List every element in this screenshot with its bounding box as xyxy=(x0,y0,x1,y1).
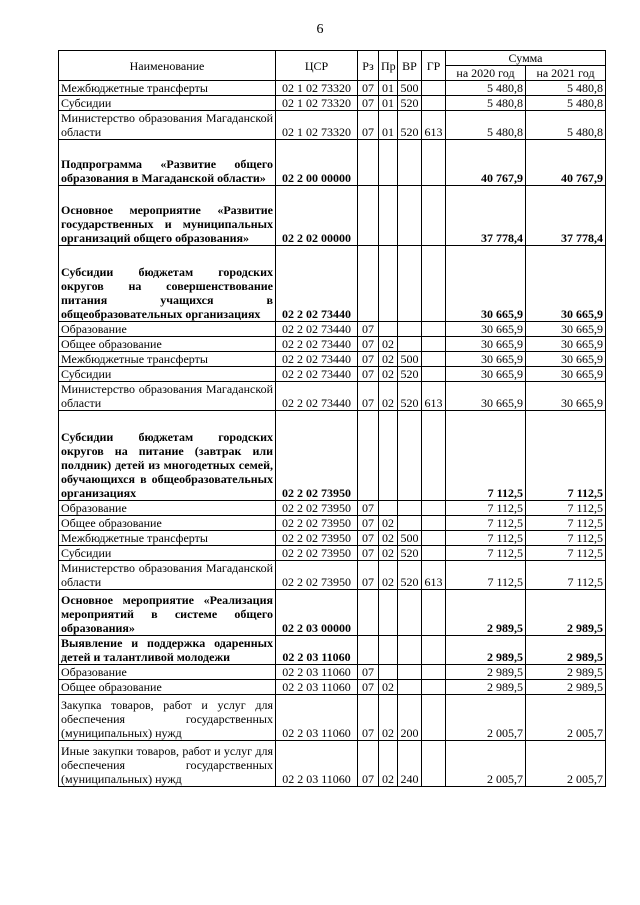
cell-rz: 07 xyxy=(358,665,379,680)
cell-sum-2021: 7 112,5 xyxy=(526,546,606,561)
cell-pr: 02 xyxy=(379,367,398,382)
header-sum: Сумма xyxy=(446,51,606,66)
cell-vr xyxy=(398,140,422,186)
cell-gr xyxy=(422,680,446,695)
cell-name: Субсидии бюджетам городских округов на совершенствование питания учащихся в общеобразовательных организациях xyxy=(59,246,276,322)
table-row xyxy=(59,111,606,140)
cell-sum-2021: 30 665,9 xyxy=(526,382,606,411)
cell-gr xyxy=(422,96,446,111)
header-csr: ЦСР xyxy=(276,51,358,81)
cell-sum-2021: 2 989,5 xyxy=(526,590,606,636)
header-name: Наименование xyxy=(59,51,276,81)
cell-sum-2021: 5 480,8 xyxy=(526,111,606,140)
cell-sum-2020: 7 112,5 xyxy=(446,516,526,531)
cell-rz: 07 xyxy=(358,741,379,787)
cell-gr xyxy=(422,337,446,352)
cell-name: Общее образование xyxy=(59,337,276,352)
cell-name: Выявление и поддержка одаренных детей и талантливой молодежи xyxy=(59,636,276,665)
cell-name: Образование xyxy=(59,501,276,516)
header-year-2021: на 2021 год xyxy=(526,66,606,81)
cell-pr: 01 xyxy=(379,96,398,111)
cell-sum-2020: 2 989,5 xyxy=(446,590,526,636)
cell-gr xyxy=(422,246,446,322)
cell-gr xyxy=(422,140,446,186)
cell-csr: 02 2 02 73950 xyxy=(276,501,358,516)
cell-pr xyxy=(379,140,398,186)
cell-rz xyxy=(358,590,379,636)
header-vr: ВР xyxy=(398,51,422,81)
cell-sum-2021: 30 665,9 xyxy=(526,322,606,337)
cell-rz: 07 xyxy=(358,96,379,111)
cell-sum-2021: 30 665,9 xyxy=(526,352,606,367)
cell-vr xyxy=(398,636,422,665)
cell-name: Образование xyxy=(59,665,276,680)
cell-name: Межбюджетные трансферты xyxy=(59,352,276,367)
cell-sum-2021: 30 665,9 xyxy=(526,367,606,382)
cell-pr: 02 xyxy=(379,531,398,546)
cell-sum-2020: 30 665,9 xyxy=(446,322,526,337)
cell-sum-2021: 2 989,5 xyxy=(526,680,606,695)
cell-csr: 02 2 02 73440 xyxy=(276,246,358,322)
cell-sum-2020: 2 989,5 xyxy=(446,680,526,695)
cell-pr xyxy=(379,665,398,680)
cell-gr: 613 xyxy=(422,111,446,140)
cell-pr xyxy=(379,246,398,322)
cell-vr: 520 xyxy=(398,367,422,382)
header-year-2020: на 2020 год xyxy=(446,66,526,81)
cell-gr: 613 xyxy=(422,561,446,590)
cell-vr xyxy=(398,665,422,680)
cell-csr: 02 2 02 73440 xyxy=(276,367,358,382)
table-row xyxy=(59,636,606,665)
cell-vr: 500 xyxy=(398,81,422,96)
cell-sum-2021: 40 767,9 xyxy=(526,140,606,186)
table-row xyxy=(59,96,606,111)
table-body xyxy=(59,81,606,787)
cell-rz xyxy=(358,186,379,246)
cell-pr xyxy=(379,322,398,337)
cell-csr: 02 2 02 73950 xyxy=(276,516,358,531)
cell-vr: 520 xyxy=(398,546,422,561)
cell-name: Министерство образования Магаданской области xyxy=(59,111,276,140)
header-rz: Рз xyxy=(358,51,379,81)
cell-sum-2021: 5 480,8 xyxy=(526,81,606,96)
table-row xyxy=(59,140,606,186)
table-row xyxy=(59,352,606,367)
cell-csr: 02 2 02 73950 xyxy=(276,531,358,546)
cell-csr: 02 2 03 11060 xyxy=(276,695,358,741)
cell-sum-2020: 30 665,9 xyxy=(446,352,526,367)
table-row xyxy=(59,81,606,96)
cell-sum-2020: 7 112,5 xyxy=(446,561,526,590)
cell-name: Субсидии xyxy=(59,367,276,382)
table-row xyxy=(59,411,606,501)
cell-name: Иные закупки товаров, работ и услуг для обеспечения государственных (муниципальных) нужд xyxy=(59,741,276,787)
cell-vr xyxy=(398,246,422,322)
cell-vr: 240 xyxy=(398,741,422,787)
cell-gr xyxy=(422,636,446,665)
cell-csr: 02 2 02 73950 xyxy=(276,561,358,590)
cell-gr xyxy=(422,186,446,246)
cell-pr: 01 xyxy=(379,111,398,140)
cell-gr xyxy=(422,501,446,516)
cell-vr: 520 xyxy=(398,382,422,411)
table-row xyxy=(59,337,606,352)
cell-gr: 613 xyxy=(422,382,446,411)
cell-vr xyxy=(398,337,422,352)
cell-gr xyxy=(422,665,446,680)
cell-sum-2020: 5 480,8 xyxy=(446,81,526,96)
cell-pr: 02 xyxy=(379,561,398,590)
page-number: 6 xyxy=(316,22,324,37)
cell-csr: 02 2 02 73950 xyxy=(276,546,358,561)
cell-rz: 07 xyxy=(358,546,379,561)
cell-name: Закупка товаров, работ и услуг для обеспечения государственных (муниципальных) нужд xyxy=(59,695,276,741)
cell-name: Общее образование xyxy=(59,516,276,531)
table-row xyxy=(59,590,606,636)
cell-name: Межбюджетные трансферты xyxy=(59,531,276,546)
table-row xyxy=(59,246,606,322)
cell-csr: 02 2 02 73440 xyxy=(276,352,358,367)
cell-csr: 02 2 00 00000 xyxy=(276,140,358,186)
table-row xyxy=(59,561,606,590)
cell-rz xyxy=(358,246,379,322)
cell-sum-2020: 7 112,5 xyxy=(446,546,526,561)
table-row xyxy=(59,382,606,411)
cell-rz: 07 xyxy=(358,561,379,590)
cell-name: Основное мероприятие «Реализация мероприятий в системе общего образования» xyxy=(59,590,276,636)
cell-rz: 07 xyxy=(358,322,379,337)
cell-rz: 07 xyxy=(358,367,379,382)
cell-pr: 02 xyxy=(379,546,398,561)
table-row xyxy=(59,501,606,516)
cell-gr xyxy=(422,531,446,546)
cell-sum-2020: 5 480,8 xyxy=(446,111,526,140)
cell-name: Подпрограмма «Развитие общего образования в Магаданской области» xyxy=(59,140,276,186)
cell-name: Основное мероприятие «Развитие государственных и муниципальных организаций общего образования» xyxy=(59,186,276,246)
cell-gr xyxy=(422,516,446,531)
cell-csr: 02 1 02 73320 xyxy=(276,81,358,96)
cell-sum-2020: 30 665,9 xyxy=(446,367,526,382)
cell-rz xyxy=(358,411,379,501)
cell-sum-2021: 7 112,5 xyxy=(526,411,606,501)
cell-sum-2020: 2 989,5 xyxy=(446,636,526,665)
cell-sum-2021: 2 005,7 xyxy=(526,695,606,741)
cell-sum-2021: 7 112,5 xyxy=(526,561,606,590)
cell-rz: 07 xyxy=(358,337,379,352)
cell-sum-2020: 7 112,5 xyxy=(446,411,526,501)
cell-gr xyxy=(422,546,446,561)
cell-name: Межбюджетные трансферты xyxy=(59,81,276,96)
cell-rz xyxy=(358,636,379,665)
cell-pr: 02 xyxy=(379,695,398,741)
cell-pr xyxy=(379,501,398,516)
cell-vr: 500 xyxy=(398,531,422,546)
cell-csr: 02 1 02 73320 xyxy=(276,111,358,140)
cell-vr: 520 xyxy=(398,111,422,140)
cell-pr: 02 xyxy=(379,337,398,352)
cell-pr: 01 xyxy=(379,81,398,96)
cell-vr: 200 xyxy=(398,695,422,741)
cell-sum-2020: 30 665,9 xyxy=(446,337,526,352)
cell-pr: 02 xyxy=(379,516,398,531)
cell-vr xyxy=(398,501,422,516)
cell-rz: 07 xyxy=(358,111,379,140)
cell-sum-2020: 7 112,5 xyxy=(446,531,526,546)
table-row xyxy=(59,695,606,741)
cell-vr: 520 xyxy=(398,561,422,590)
cell-sum-2020: 5 480,8 xyxy=(446,96,526,111)
cell-sum-2020: 30 665,9 xyxy=(446,382,526,411)
cell-sum-2021: 2 005,7 xyxy=(526,741,606,787)
cell-rz: 07 xyxy=(358,531,379,546)
cell-vr: 500 xyxy=(398,352,422,367)
cell-vr xyxy=(398,322,422,337)
cell-csr: 02 2 03 11060 xyxy=(276,665,358,680)
cell-pr xyxy=(379,636,398,665)
cell-sum-2021: 5 480,8 xyxy=(526,96,606,111)
header-gr: ГР xyxy=(422,51,446,81)
cell-csr: 02 2 02 00000 xyxy=(276,186,358,246)
cell-csr: 02 2 02 73440 xyxy=(276,322,358,337)
cell-rz: 07 xyxy=(358,501,379,516)
cell-vr xyxy=(398,186,422,246)
cell-csr: 02 2 03 11060 xyxy=(276,680,358,695)
header-pr: Пр xyxy=(379,51,398,81)
cell-csr: 02 2 02 73440 xyxy=(276,337,358,352)
cell-sum-2021: 7 112,5 xyxy=(526,516,606,531)
cell-pr xyxy=(379,590,398,636)
cell-gr xyxy=(422,322,446,337)
cell-rz: 07 xyxy=(358,382,379,411)
cell-gr xyxy=(422,81,446,96)
budget-table xyxy=(58,50,606,787)
cell-pr xyxy=(379,186,398,246)
cell-rz xyxy=(358,140,379,186)
cell-sum-2021: 7 112,5 xyxy=(526,531,606,546)
cell-name: Министерство образования Магаданской области xyxy=(59,561,276,590)
cell-gr xyxy=(422,352,446,367)
cell-vr xyxy=(398,411,422,501)
cell-csr: 02 2 03 11060 xyxy=(276,741,358,787)
cell-sum-2021: 37 778,4 xyxy=(526,186,606,246)
cell-sum-2020: 7 112,5 xyxy=(446,501,526,516)
cell-pr: 02 xyxy=(379,680,398,695)
cell-rz: 07 xyxy=(358,680,379,695)
cell-sum-2021: 7 112,5 xyxy=(526,501,606,516)
table-row xyxy=(59,546,606,561)
cell-sum-2020: 30 665,9 xyxy=(446,246,526,322)
table-row xyxy=(59,322,606,337)
table-row xyxy=(59,367,606,382)
cell-sum-2020: 2 989,5 xyxy=(446,665,526,680)
cell-gr xyxy=(422,367,446,382)
cell-gr xyxy=(422,590,446,636)
cell-csr: 02 2 02 73440 xyxy=(276,382,358,411)
cell-rz: 07 xyxy=(358,516,379,531)
cell-sum-2020: 2 005,7 xyxy=(446,741,526,787)
cell-sum-2021: 2 989,5 xyxy=(526,636,606,665)
cell-name: Субсидии xyxy=(59,96,276,111)
cell-pr: 02 xyxy=(379,382,398,411)
cell-pr: 02 xyxy=(379,741,398,787)
cell-rz: 07 xyxy=(358,352,379,367)
cell-sum-2021: 30 665,9 xyxy=(526,246,606,322)
cell-name: Министерство образования Магаданской области xyxy=(59,382,276,411)
table-row xyxy=(59,680,606,695)
table-row xyxy=(59,516,606,531)
cell-pr: 02 xyxy=(379,352,398,367)
cell-csr: 02 1 02 73320 xyxy=(276,96,358,111)
cell-sum-2020: 40 767,9 xyxy=(446,140,526,186)
cell-sum-2021: 30 665,9 xyxy=(526,337,606,352)
cell-name: Субсидии бюджетам городских округов на питание (завтрак или полдник) детей из многодетных семей, обучающихся в общеобразовательных организациях xyxy=(59,411,276,501)
cell-csr: 02 2 02 73950 xyxy=(276,411,358,501)
cell-vr xyxy=(398,590,422,636)
cell-gr xyxy=(422,695,446,741)
cell-sum-2020: 2 005,7 xyxy=(446,695,526,741)
cell-name: Образование xyxy=(59,322,276,337)
cell-rz: 07 xyxy=(358,81,379,96)
cell-vr: 520 xyxy=(398,96,422,111)
cell-csr: 02 2 03 11060 xyxy=(276,636,358,665)
cell-rz: 07 xyxy=(358,695,379,741)
table-row xyxy=(59,186,606,246)
cell-vr xyxy=(398,680,422,695)
cell-gr xyxy=(422,741,446,787)
cell-name: Субсидии xyxy=(59,546,276,561)
cell-gr xyxy=(422,411,446,501)
cell-name: Общее образование xyxy=(59,680,276,695)
cell-vr xyxy=(398,516,422,531)
cell-csr: 02 2 03 00000 xyxy=(276,590,358,636)
table-row xyxy=(59,741,606,787)
cell-sum-2020: 37 778,4 xyxy=(446,186,526,246)
cell-sum-2021: 2 989,5 xyxy=(526,665,606,680)
table-row xyxy=(59,531,606,546)
table-row xyxy=(59,665,606,680)
cell-pr xyxy=(379,411,398,501)
